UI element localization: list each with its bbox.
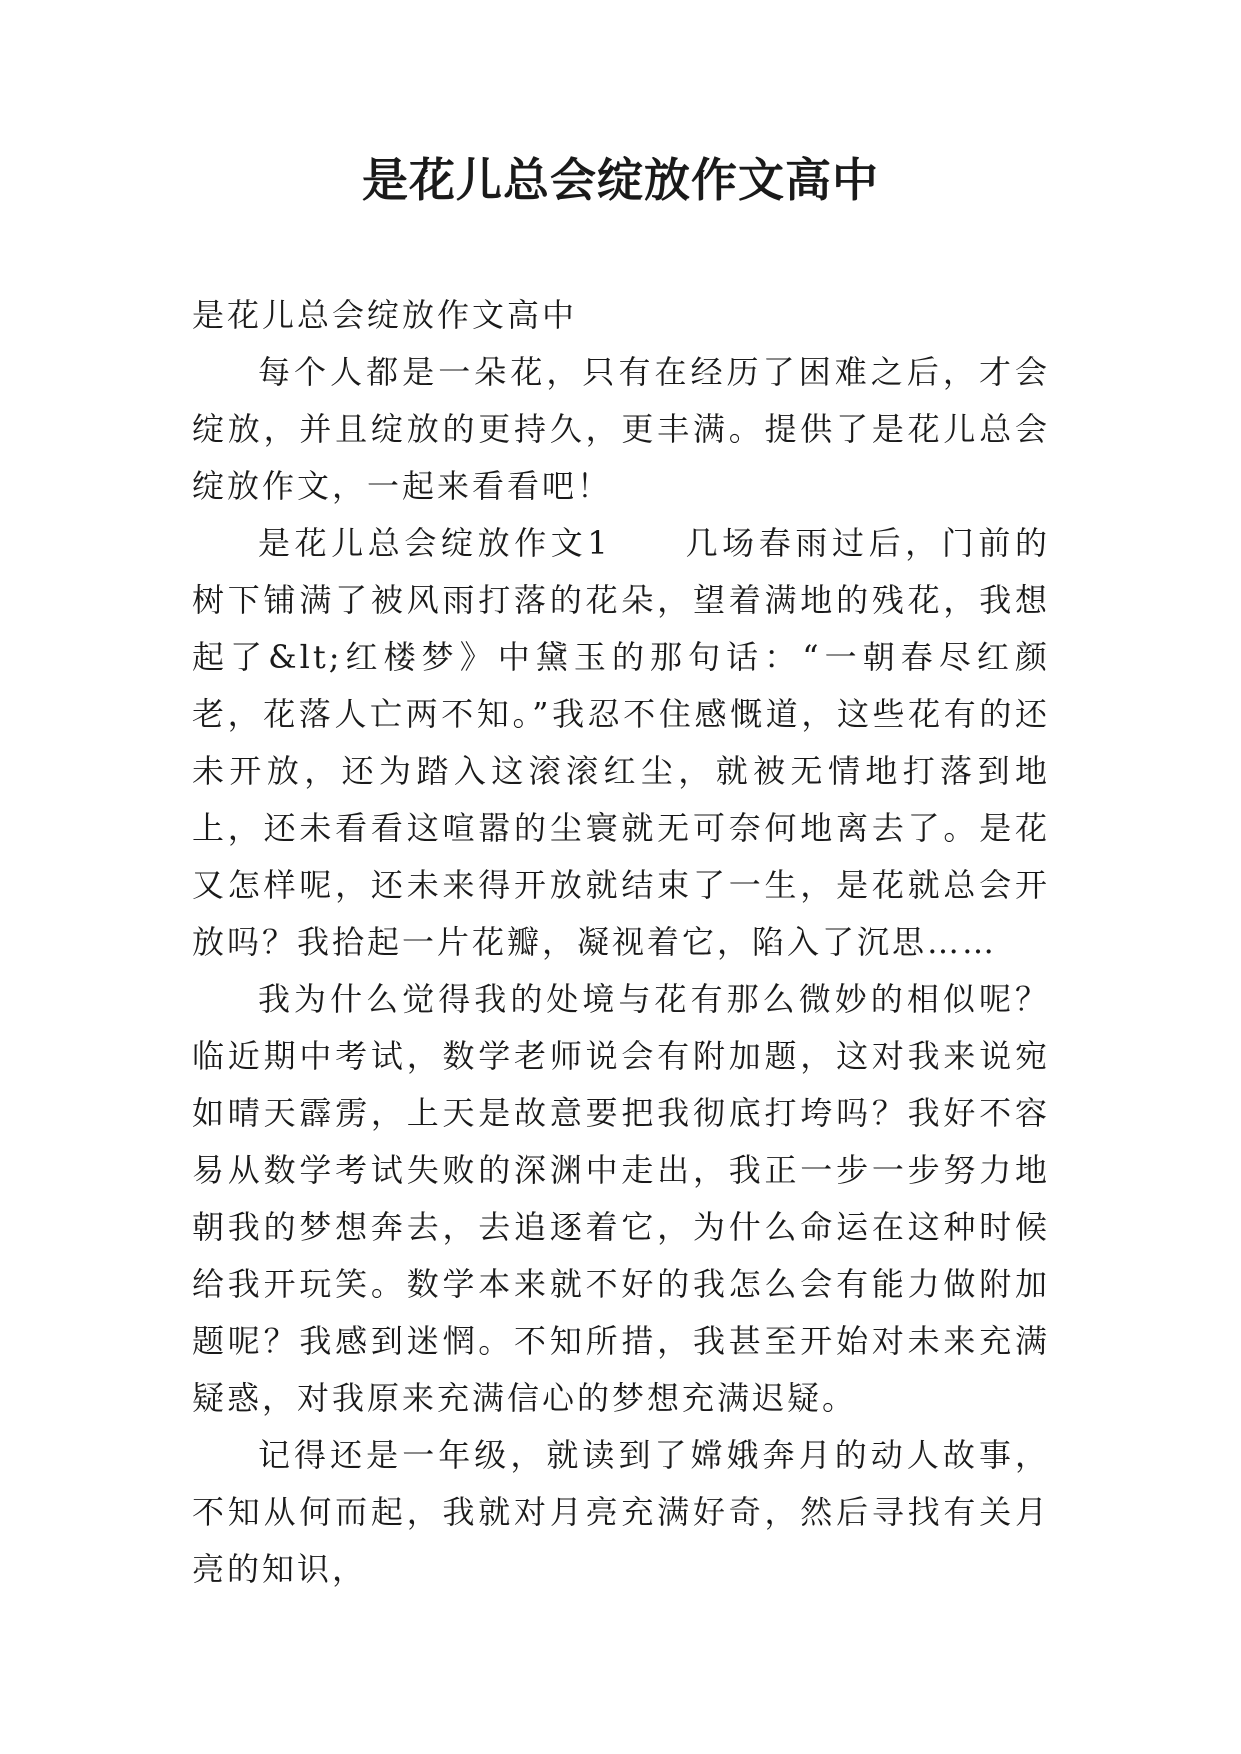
paragraph-essay-1-opening: 是花儿总会绽放作文1 几场春雨过后，门前的树下铺满了被风雨打落的花朵，望着满地的残花，我想起了&lt;红楼梦》中黛玉的那句话：“一朝春尽红颜老，花落人亡两不知。”我忍不住感慨道，这些花有的还未开放，还为踏入这滚滚红尘，就被无情地打落到地上，还未看看这喧嚣的尘寰就无可奈何地离去了。是花又怎样呢，还未来得开放就结束了一生，是花就总会开放吗？我拾起一片花瓣，凝视着它，陷入了沉思……	[192, 524, 1050, 961]
paragraph-essay-1-memory: 记得还是一年级，就读到了嫦娥奔月的动人故事，不知从何而起，我就对月亮充满好奇，然后寻找有关月亮的知识，	[192, 1436, 1050, 1588]
paragraph-essay-1-reflection: 我为什么觉得我的处境与花有那么微妙的相似呢？临近期中考试，数学老师说会有附加题，这对我来说宛如晴天霹雳，上天是故意要把我彻底打垮吗？我好不容易从数学考试失败的深渊中走出，我正一步一步努力地朝我的梦想奔去，去追逐着它，为什么命运在这种时候给我开玩笑。数学本来就不好的我怎么会有能力做附加题呢？我感到迷惘。不知所措，我甚至开始对未来充满疑惑，对我原来充满信心的梦想充满迟疑。	[192, 980, 1050, 1417]
paragraph-intro: 每个人都是一朵花，只有在经历了困难之后，才会绽放，并且绽放的更持久，更丰满。提供了是花儿总会绽放作文，一起来看看吧！	[192, 353, 1050, 505]
document-body	[192, 287, 1050, 1598]
page-title: 是花儿总会绽放作文高中	[362, 153, 879, 207]
paragraph-subtitle: 是花儿总会绽放作文高中	[192, 296, 578, 334]
